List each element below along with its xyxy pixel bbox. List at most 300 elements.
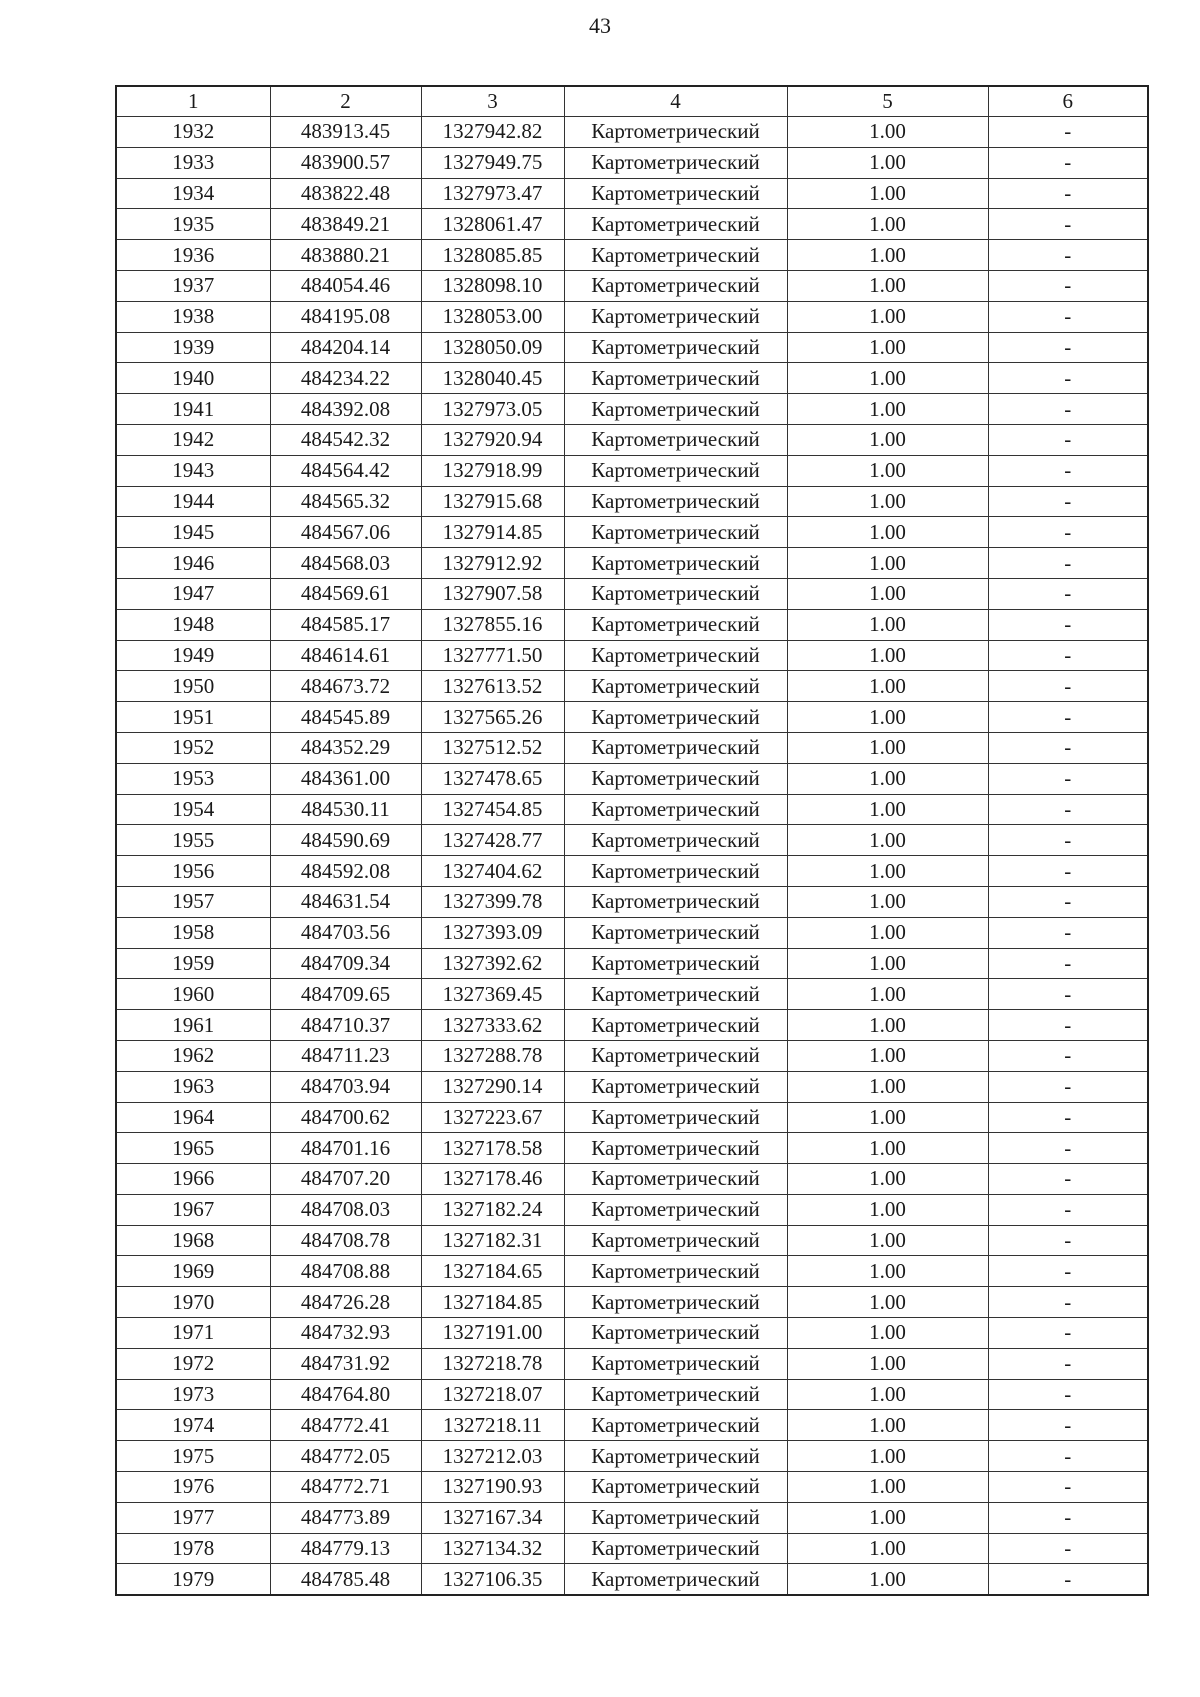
y-coordinate-cell: 1327167.34	[421, 1502, 564, 1533]
x-coordinate-cell: 484785.48	[270, 1564, 421, 1595]
point-number-cell: 1973	[116, 1379, 270, 1410]
point-number-cell: 1975	[116, 1441, 270, 1472]
method-cell: Картометрический	[564, 671, 787, 702]
point-number-cell: 1950	[116, 671, 270, 702]
point-number-cell: 1935	[116, 209, 270, 240]
point-number-cell: 1943	[116, 455, 270, 486]
x-coordinate-cell: 484703.56	[270, 917, 421, 948]
method-cell: Картометрический	[564, 702, 787, 733]
x-coordinate-cell: 484708.78	[270, 1225, 421, 1256]
table-row	[116, 1040, 1148, 1071]
description-cell: -	[988, 486, 1148, 517]
y-coordinate-cell: 1327184.65	[421, 1256, 564, 1287]
point-number-cell: 1942	[116, 424, 270, 455]
x-coordinate-cell: 484709.65	[270, 979, 421, 1010]
column-header: 6	[988, 86, 1148, 117]
accuracy-cell: 1.00	[787, 517, 988, 548]
point-number-cell: 1968	[116, 1225, 270, 1256]
table-row	[116, 1287, 1148, 1318]
accuracy-cell: 1.00	[787, 1564, 988, 1595]
method-cell: Картометрический	[564, 517, 787, 548]
y-coordinate-cell: 1327218.78	[421, 1348, 564, 1379]
accuracy-cell: 1.00	[787, 1379, 988, 1410]
accuracy-cell: 1.00	[787, 209, 988, 240]
description-cell: -	[988, 825, 1148, 856]
table-row	[116, 1318, 1148, 1349]
accuracy-cell: 1.00	[787, 1010, 988, 1041]
method-cell: Картометрический	[564, 917, 787, 948]
y-coordinate-cell: 1327290.14	[421, 1071, 564, 1102]
table-row	[116, 301, 1148, 332]
x-coordinate-cell: 484726.28	[270, 1287, 421, 1318]
method-cell: Картометрический	[564, 979, 787, 1010]
x-coordinate-cell: 484701.16	[270, 1133, 421, 1164]
table-row	[116, 979, 1148, 1010]
description-cell: -	[988, 1564, 1148, 1595]
x-coordinate-cell: 484592.08	[270, 856, 421, 887]
description-cell: -	[988, 1256, 1148, 1287]
description-cell: -	[988, 856, 1148, 887]
x-coordinate-cell: 484772.41	[270, 1410, 421, 1441]
table-row	[116, 517, 1148, 548]
method-cell: Картометрический	[564, 1441, 787, 1472]
point-number-cell: 1946	[116, 548, 270, 579]
table-row	[116, 609, 1148, 640]
method-cell: Картометрический	[564, 548, 787, 579]
table-row	[116, 671, 1148, 702]
description-cell: -	[988, 1040, 1148, 1071]
point-number-cell: 1949	[116, 640, 270, 671]
table-row	[116, 1071, 1148, 1102]
method-cell: Картометрический	[564, 1256, 787, 1287]
accuracy-cell: 1.00	[787, 301, 988, 332]
table-row	[116, 1194, 1148, 1225]
table-row	[116, 1256, 1148, 1287]
y-coordinate-cell: 1327428.77	[421, 825, 564, 856]
column-header: 4	[564, 86, 787, 117]
point-number-cell: 1932	[116, 117, 270, 148]
method-cell: Картометрический	[564, 1194, 787, 1225]
x-coordinate-cell: 484054.46	[270, 270, 421, 301]
table-row	[116, 794, 1148, 825]
y-coordinate-cell: 1327973.05	[421, 394, 564, 425]
method-cell: Картометрический	[564, 1010, 787, 1041]
table-row	[116, 117, 1148, 148]
table-row	[116, 886, 1148, 917]
y-coordinate-cell: 1327404.62	[421, 856, 564, 887]
method-cell: Картометрический	[564, 609, 787, 640]
method-cell: Картометрический	[564, 856, 787, 887]
accuracy-cell: 1.00	[787, 1256, 988, 1287]
point-number-cell: 1965	[116, 1133, 270, 1164]
x-coordinate-cell: 483849.21	[270, 209, 421, 240]
method-cell: Картометрический	[564, 1287, 787, 1318]
y-coordinate-cell: 1327191.00	[421, 1318, 564, 1349]
method-cell: Картометрический	[564, 578, 787, 609]
accuracy-cell: 1.00	[787, 1133, 988, 1164]
description-cell: -	[988, 1472, 1148, 1503]
x-coordinate-cell: 484709.34	[270, 948, 421, 979]
description-cell: -	[988, 209, 1148, 240]
table-row	[116, 455, 1148, 486]
coordinates-table	[115, 85, 1149, 1596]
x-coordinate-cell: 484711.23	[270, 1040, 421, 1071]
accuracy-cell: 1.00	[787, 763, 988, 794]
method-cell: Картометрический	[564, 640, 787, 671]
x-coordinate-cell: 484569.61	[270, 578, 421, 609]
accuracy-cell: 1.00	[787, 732, 988, 763]
point-number-cell: 1953	[116, 763, 270, 794]
method-cell: Картометрический	[564, 794, 787, 825]
accuracy-cell: 1.00	[787, 794, 988, 825]
x-coordinate-cell: 484567.06	[270, 517, 421, 548]
table-row	[116, 486, 1148, 517]
accuracy-cell: 1.00	[787, 979, 988, 1010]
description-cell: -	[988, 1533, 1148, 1564]
accuracy-cell: 1.00	[787, 1533, 988, 1564]
method-cell: Картометрический	[564, 1318, 787, 1349]
accuracy-cell: 1.00	[787, 147, 988, 178]
description-cell: -	[988, 671, 1148, 702]
point-number-cell: 1972	[116, 1348, 270, 1379]
y-coordinate-cell: 1327918.99	[421, 455, 564, 486]
table-row	[116, 1472, 1148, 1503]
y-coordinate-cell: 1327333.62	[421, 1010, 564, 1041]
table-row	[116, 640, 1148, 671]
description-cell: -	[988, 455, 1148, 486]
x-coordinate-cell: 484631.54	[270, 886, 421, 917]
table-row	[116, 578, 1148, 609]
x-coordinate-cell: 484773.89	[270, 1502, 421, 1533]
point-number-cell: 1960	[116, 979, 270, 1010]
table-row	[116, 270, 1148, 301]
method-cell: Картометрический	[564, 1225, 787, 1256]
method-cell: Картометрический	[564, 394, 787, 425]
table-row	[116, 332, 1148, 363]
y-coordinate-cell: 1327218.07	[421, 1379, 564, 1410]
point-number-cell: 1959	[116, 948, 270, 979]
table-row	[116, 1102, 1148, 1133]
x-coordinate-cell: 484732.93	[270, 1318, 421, 1349]
x-coordinate-cell: 484764.80	[270, 1379, 421, 1410]
table-row	[116, 702, 1148, 733]
page-number: 43	[589, 13, 611, 38]
description-cell: -	[988, 1379, 1148, 1410]
table-row	[116, 1379, 1148, 1410]
y-coordinate-cell: 1327184.85	[421, 1287, 564, 1318]
table-row	[116, 825, 1148, 856]
description-cell: -	[988, 178, 1148, 209]
description-cell: -	[988, 332, 1148, 363]
table-row	[116, 1533, 1148, 1564]
table-row	[116, 394, 1148, 425]
x-coordinate-cell: 484361.00	[270, 763, 421, 794]
x-coordinate-cell: 484204.14	[270, 332, 421, 363]
accuracy-cell: 1.00	[787, 1287, 988, 1318]
y-coordinate-cell: 1327218.11	[421, 1410, 564, 1441]
point-number-cell: 1971	[116, 1318, 270, 1349]
method-cell: Картометрический	[564, 1164, 787, 1195]
table-row	[116, 240, 1148, 271]
description-cell: -	[988, 732, 1148, 763]
y-coordinate-cell: 1327565.26	[421, 702, 564, 733]
accuracy-cell: 1.00	[787, 1502, 988, 1533]
method-cell: Картометрический	[564, 1133, 787, 1164]
table-row	[116, 178, 1148, 209]
point-number-cell: 1963	[116, 1071, 270, 1102]
accuracy-cell: 1.00	[787, 394, 988, 425]
description-cell: -	[988, 1348, 1148, 1379]
column-header: 2	[270, 86, 421, 117]
point-number-cell: 1944	[116, 486, 270, 517]
description-cell: -	[988, 394, 1148, 425]
y-coordinate-cell: 1327907.58	[421, 578, 564, 609]
method-cell: Картометрический	[564, 1564, 787, 1595]
point-number-cell: 1947	[116, 578, 270, 609]
x-coordinate-cell: 484772.05	[270, 1441, 421, 1472]
x-coordinate-cell: 484707.20	[270, 1164, 421, 1195]
x-coordinate-cell: 483822.48	[270, 178, 421, 209]
accuracy-cell: 1.00	[787, 117, 988, 148]
method-cell: Картометрический	[564, 1472, 787, 1503]
y-coordinate-cell: 1328098.10	[421, 270, 564, 301]
point-number-cell: 1937	[116, 270, 270, 301]
accuracy-cell: 1.00	[787, 1164, 988, 1195]
point-number-cell: 1933	[116, 147, 270, 178]
accuracy-cell: 1.00	[787, 640, 988, 671]
point-number-cell: 1951	[116, 702, 270, 733]
x-coordinate-cell: 484585.17	[270, 609, 421, 640]
accuracy-cell: 1.00	[787, 332, 988, 363]
point-number-cell: 1962	[116, 1040, 270, 1071]
accuracy-cell: 1.00	[787, 948, 988, 979]
point-number-cell: 1977	[116, 1502, 270, 1533]
description-cell: -	[988, 640, 1148, 671]
y-coordinate-cell: 1327182.31	[421, 1225, 564, 1256]
y-coordinate-cell: 1327914.85	[421, 517, 564, 548]
point-number-cell: 1939	[116, 332, 270, 363]
description-cell: -	[988, 1071, 1148, 1102]
accuracy-cell: 1.00	[787, 486, 988, 517]
point-number-cell: 1955	[116, 825, 270, 856]
description-cell: -	[988, 917, 1148, 948]
x-coordinate-cell: 484195.08	[270, 301, 421, 332]
x-coordinate-cell: 484772.71	[270, 1472, 421, 1503]
description-cell: -	[988, 1502, 1148, 1533]
method-cell: Картометрический	[564, 1071, 787, 1102]
point-number-cell: 1952	[116, 732, 270, 763]
description-cell: -	[988, 1164, 1148, 1195]
y-coordinate-cell: 1327223.67	[421, 1102, 564, 1133]
y-coordinate-cell: 1328040.45	[421, 363, 564, 394]
y-coordinate-cell: 1327182.24	[421, 1194, 564, 1225]
y-coordinate-cell: 1327134.32	[421, 1533, 564, 1564]
point-number-cell: 1974	[116, 1410, 270, 1441]
x-coordinate-cell: 483880.21	[270, 240, 421, 271]
method-cell: Картометрический	[564, 147, 787, 178]
y-coordinate-cell: 1327949.75	[421, 147, 564, 178]
accuracy-cell: 1.00	[787, 856, 988, 887]
description-cell: -	[988, 578, 1148, 609]
accuracy-cell: 1.00	[787, 1318, 988, 1349]
method-cell: Картометрический	[564, 332, 787, 363]
x-coordinate-cell: 484710.37	[270, 1010, 421, 1041]
y-coordinate-cell: 1327393.09	[421, 917, 564, 948]
y-coordinate-cell: 1327454.85	[421, 794, 564, 825]
method-cell: Картометрический	[564, 732, 787, 763]
y-coordinate-cell: 1327399.78	[421, 886, 564, 917]
accuracy-cell: 1.00	[787, 1040, 988, 1071]
description-cell: -	[988, 1225, 1148, 1256]
table-row	[116, 209, 1148, 240]
y-coordinate-cell: 1327288.78	[421, 1040, 564, 1071]
x-coordinate-cell: 484590.69	[270, 825, 421, 856]
y-coordinate-cell: 1327392.62	[421, 948, 564, 979]
x-coordinate-cell: 484545.89	[270, 702, 421, 733]
y-coordinate-cell: 1327973.47	[421, 178, 564, 209]
y-coordinate-cell: 1328053.00	[421, 301, 564, 332]
x-coordinate-cell: 483900.57	[270, 147, 421, 178]
description-cell: -	[988, 363, 1148, 394]
table-row	[116, 1502, 1148, 1533]
accuracy-cell: 1.00	[787, 270, 988, 301]
method-cell: Картометрический	[564, 1348, 787, 1379]
accuracy-cell: 1.00	[787, 886, 988, 917]
point-number-cell: 1936	[116, 240, 270, 271]
method-cell: Картометрический	[564, 178, 787, 209]
y-coordinate-cell: 1327920.94	[421, 424, 564, 455]
accuracy-cell: 1.00	[787, 240, 988, 271]
method-cell: Картометрический	[564, 424, 787, 455]
point-number-cell: 1961	[116, 1010, 270, 1041]
point-number-cell: 1966	[116, 1164, 270, 1195]
point-number-cell: 1954	[116, 794, 270, 825]
method-cell: Картометрический	[564, 1502, 787, 1533]
point-number-cell: 1945	[116, 517, 270, 548]
table-row	[116, 147, 1148, 178]
method-cell: Картометрический	[564, 1102, 787, 1133]
table-row	[116, 1441, 1148, 1472]
method-cell: Картометрический	[564, 763, 787, 794]
description-cell: -	[988, 1287, 1148, 1318]
description-cell: -	[988, 948, 1148, 979]
point-number-cell: 1967	[116, 1194, 270, 1225]
method-cell: Картометрический	[564, 948, 787, 979]
y-coordinate-cell: 1328061.47	[421, 209, 564, 240]
description-cell: -	[988, 1410, 1148, 1441]
description-cell: -	[988, 117, 1148, 148]
table-row	[116, 1225, 1148, 1256]
y-coordinate-cell: 1327771.50	[421, 640, 564, 671]
point-number-cell: 1958	[116, 917, 270, 948]
description-cell: -	[988, 1318, 1148, 1349]
table-row	[116, 548, 1148, 579]
table-body	[116, 117, 1148, 1596]
y-coordinate-cell: 1327178.46	[421, 1164, 564, 1195]
point-number-cell: 1938	[116, 301, 270, 332]
x-coordinate-cell: 484673.72	[270, 671, 421, 702]
accuracy-cell: 1.00	[787, 609, 988, 640]
description-cell: -	[988, 886, 1148, 917]
accuracy-cell: 1.00	[787, 578, 988, 609]
description-cell: -	[988, 794, 1148, 825]
x-coordinate-cell: 484352.29	[270, 732, 421, 763]
accuracy-cell: 1.00	[787, 1194, 988, 1225]
x-coordinate-cell: 484565.32	[270, 486, 421, 517]
accuracy-cell: 1.00	[787, 1410, 988, 1441]
point-number-cell: 1941	[116, 394, 270, 425]
table-row	[116, 1164, 1148, 1195]
table-row	[116, 424, 1148, 455]
accuracy-cell: 1.00	[787, 424, 988, 455]
y-coordinate-cell: 1327190.93	[421, 1472, 564, 1503]
x-coordinate-cell: 483913.45	[270, 117, 421, 148]
description-cell: -	[988, 1441, 1148, 1472]
description-cell: -	[988, 1010, 1148, 1041]
y-coordinate-cell: 1327106.35	[421, 1564, 564, 1595]
column-header: 5	[787, 86, 988, 117]
column-header: 3	[421, 86, 564, 117]
description-cell: -	[988, 240, 1148, 271]
method-cell: Картометрический	[564, 1410, 787, 1441]
accuracy-cell: 1.00	[787, 455, 988, 486]
accuracy-cell: 1.00	[787, 1441, 988, 1472]
accuracy-cell: 1.00	[787, 1225, 988, 1256]
description-cell: -	[988, 147, 1148, 178]
table-header	[116, 86, 1148, 117]
point-number-cell: 1956	[116, 856, 270, 887]
table-row	[116, 1133, 1148, 1164]
description-cell: -	[988, 1102, 1148, 1133]
point-number-cell: 1970	[116, 1287, 270, 1318]
x-coordinate-cell: 484731.92	[270, 1348, 421, 1379]
method-cell: Картометрический	[564, 1533, 787, 1564]
table-row	[116, 1410, 1148, 1441]
point-number-cell: 1957	[116, 886, 270, 917]
x-coordinate-cell: 484234.22	[270, 363, 421, 394]
table-row	[116, 363, 1148, 394]
x-coordinate-cell: 484568.03	[270, 548, 421, 579]
description-cell: -	[988, 424, 1148, 455]
accuracy-cell: 1.00	[787, 1071, 988, 1102]
method-cell: Картометрический	[564, 486, 787, 517]
point-number-cell: 1979	[116, 1564, 270, 1595]
accuracy-cell: 1.00	[787, 917, 988, 948]
table-row	[116, 1348, 1148, 1379]
accuracy-cell: 1.00	[787, 671, 988, 702]
description-cell: -	[988, 1133, 1148, 1164]
x-coordinate-cell: 484392.08	[270, 394, 421, 425]
method-cell: Картометрический	[564, 270, 787, 301]
description-cell: -	[988, 702, 1148, 733]
description-cell: -	[988, 301, 1148, 332]
point-number-cell: 1934	[116, 178, 270, 209]
x-coordinate-cell: 484708.88	[270, 1256, 421, 1287]
accuracy-cell: 1.00	[787, 1102, 988, 1133]
accuracy-cell: 1.00	[787, 548, 988, 579]
y-coordinate-cell: 1327369.45	[421, 979, 564, 1010]
method-cell: Картометрический	[564, 825, 787, 856]
point-number-cell: 1978	[116, 1533, 270, 1564]
y-coordinate-cell: 1328050.09	[421, 332, 564, 363]
x-coordinate-cell: 484542.32	[270, 424, 421, 455]
point-number-cell: 1940	[116, 363, 270, 394]
y-coordinate-cell: 1327912.92	[421, 548, 564, 579]
description-cell: -	[988, 609, 1148, 640]
description-cell: -	[988, 763, 1148, 794]
point-number-cell: 1969	[116, 1256, 270, 1287]
table-row	[116, 856, 1148, 887]
